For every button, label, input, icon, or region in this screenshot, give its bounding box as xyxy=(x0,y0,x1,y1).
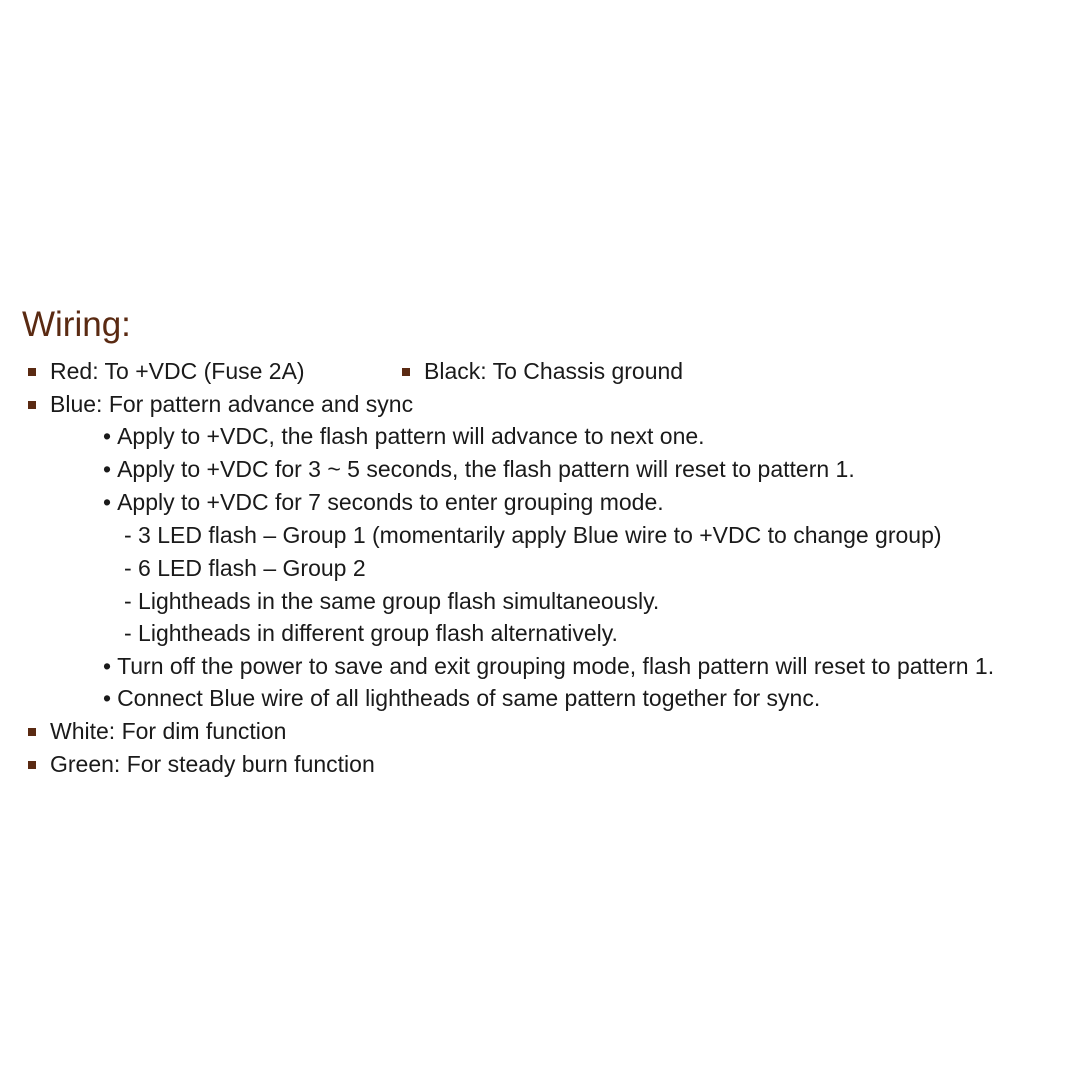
wire-red-item: Red: To +VDC (Fuse 2A) xyxy=(50,358,305,384)
blue-sub-item xyxy=(103,421,705,451)
blue-sub-item-text: Apply to +VDC for 3 ~ 5 seconds, the flash pattern will reset to pattern 1. xyxy=(117,456,855,482)
dot-bullet-icon: • xyxy=(103,456,112,482)
bullet-square-icon xyxy=(28,728,36,736)
bullet-square-icon xyxy=(402,368,410,376)
dot-bullet-icon: • xyxy=(103,653,112,679)
dot-bullet-icon: • xyxy=(103,423,112,449)
wire-white-item: White: For dim function xyxy=(50,718,287,744)
dot-bullet-icon: • xyxy=(103,685,112,711)
blue-sub-item-text: Connect Blue wire of all lightheads of same pattern together for sync. xyxy=(117,685,821,711)
bullet-square-icon xyxy=(28,368,36,376)
blue-sub-item-text: Apply to +VDC, the flash pattern will advance to next one. xyxy=(117,423,705,449)
blue-sub-item xyxy=(103,487,664,517)
blue-sub-item xyxy=(103,683,820,713)
wire-green-item: Green: For steady burn function xyxy=(50,751,375,777)
blue-sub-item-text: Apply to +VDC for 7 seconds to enter grouping mode. xyxy=(117,489,664,515)
blue-sub-item xyxy=(103,651,994,681)
page-title: Wiring: xyxy=(22,305,131,344)
grouping-item: - 3 LED flash – Group 1 (momentarily apply Blue wire to +VDC to change group) xyxy=(124,522,942,548)
blue-sub-item-text: Turn off the power to save and exit grouping mode, flash pattern will reset to pattern 1. xyxy=(117,653,995,679)
grouping-item: - Lightheads in the same group flash simultaneously. xyxy=(124,588,660,614)
wire-blue-item: Blue: For pattern advance and sync xyxy=(50,391,414,417)
dot-bullet-icon: • xyxy=(103,489,112,515)
blue-sub-item xyxy=(103,454,855,484)
bullet-square-icon xyxy=(28,401,36,409)
grouping-item: - Lightheads in different group flash alternatively. xyxy=(124,620,618,646)
grouping-item: - 6 LED flash – Group 2 xyxy=(124,555,366,581)
wire-black-item: Black: To Chassis ground xyxy=(424,358,684,384)
bullet-square-icon xyxy=(28,761,36,769)
